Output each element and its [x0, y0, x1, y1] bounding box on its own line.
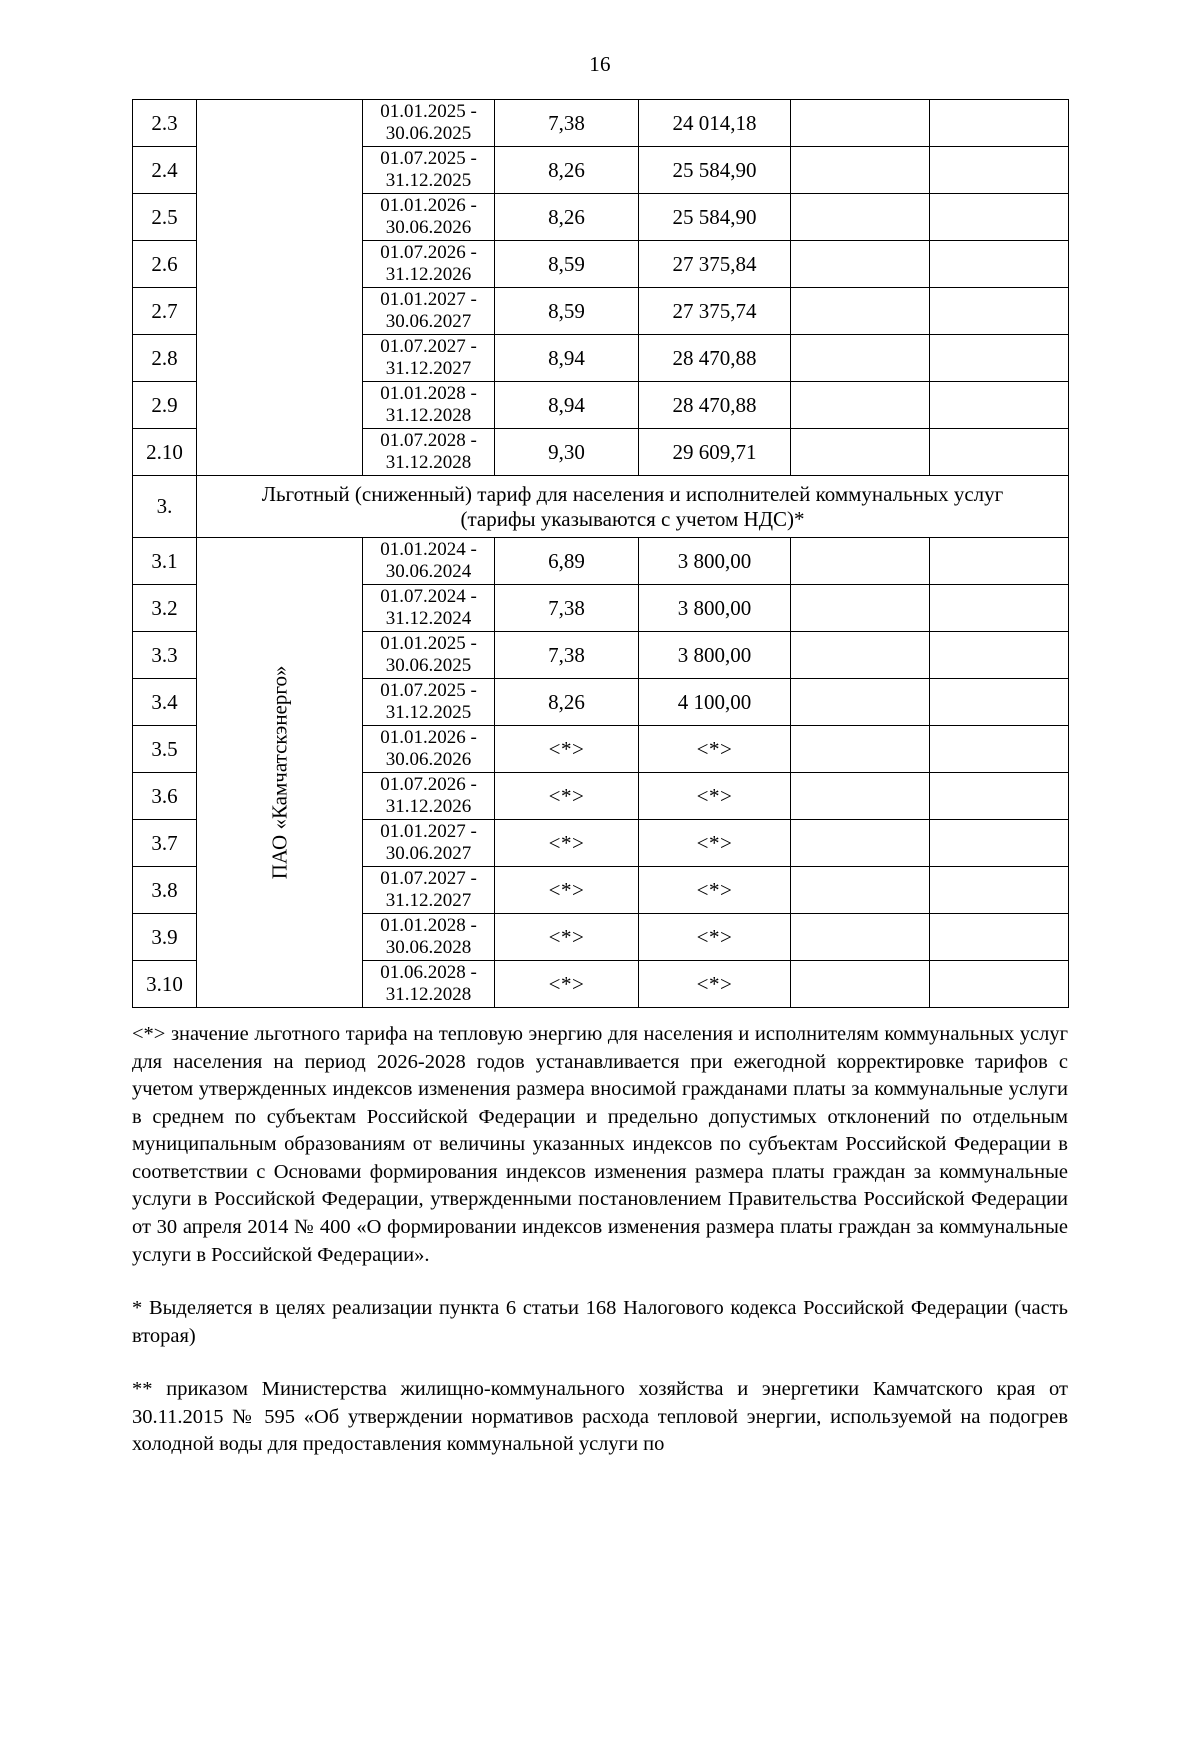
- row-number: 3.3: [133, 632, 197, 679]
- document-page: [0, 52, 1200, 1750]
- period-start: 01.07.2027 -: [380, 335, 477, 357]
- row-sum: <*>: [639, 773, 791, 820]
- row-extra2: [930, 538, 1069, 585]
- row-number: 3.8: [133, 867, 197, 914]
- row-number: 2.8: [133, 335, 197, 382]
- period-start: 01.07.2024 -: [380, 585, 477, 607]
- row-rate: 9,30: [495, 429, 639, 476]
- row-period: [363, 288, 495, 335]
- page-number: 16: [589, 52, 611, 76]
- row-sum: 27 375,84: [639, 241, 791, 288]
- row-period: [363, 382, 495, 429]
- row-extra2: [930, 100, 1069, 147]
- row-extra2: [930, 820, 1069, 867]
- row-rate: <*>: [495, 726, 639, 773]
- row-extra2: [930, 867, 1069, 914]
- tariff-table-body: [133, 100, 1069, 1008]
- row-extra1: [791, 820, 930, 867]
- row-extra1: [791, 100, 930, 147]
- period-end: 30.06.2027: [385, 843, 472, 864]
- table-row: [133, 100, 1069, 147]
- row-number: 2.6: [133, 241, 197, 288]
- period-start: 01.06.2028 -: [380, 961, 477, 983]
- row-rate: 7,38: [495, 100, 639, 147]
- row-period: [363, 100, 495, 147]
- period-start: 01.07.2025 -: [380, 679, 477, 701]
- row-sum: 3 800,00: [639, 632, 791, 679]
- row-rate: 8,59: [495, 288, 639, 335]
- period-start: 01.07.2025 -: [380, 147, 477, 169]
- row-period: [363, 773, 495, 820]
- row-sum: 25 584,90: [639, 194, 791, 241]
- row-extra1: [791, 382, 930, 429]
- row-rate: <*>: [495, 961, 639, 1008]
- period-end: 30.06.2024: [385, 561, 472, 582]
- row-extra2: [930, 726, 1069, 773]
- footnote-two-star: ** приказом Министерства жилищно-коммунального хозяйства и энергетики Камчатского края от 30.11.2015 № 595 «Об утверждении нормативов расхода тепловой энергии, используемой на подогрев холодной воды для предоставления коммунальной услуги по: [132, 1378, 1068, 1456]
- row-number: 2.7: [133, 288, 197, 335]
- period-end: 31.12.2025: [385, 702, 472, 723]
- row-number: 2.5: [133, 194, 197, 241]
- period-start: 01.01.2026 -: [380, 194, 477, 216]
- table-row: [133, 538, 1069, 585]
- organization-cell-section2: [197, 100, 363, 476]
- row-period: [363, 335, 495, 382]
- footnote-star-bracket: <*> значение льготного тарифа на тепловую энергию для населения и исполнителям коммунальных услуг для населения на период 2026-2028 годов устанавливается при ежегодной корректировке тарифов с учетом утвержденных индексов изменения размера вносимой гражданами платы за коммунальные услуги в среднем по субъектам Российской Федерации и предельно допустимых отклонений по отдельным муниципальным образованиям от величины указанных индексов по субъектам Российской Федерации в соответствии с Основами формирования индексов изменения размера платы граждан за коммунальные услуги в Российской Федерации, утвержденными постановлением Правительства Российской Федерации от 30 апреля 2014 № 400 «О формировании индексов изменения размера платы граждан за коммунальные услуги в Российской Федерации».: [132, 1023, 1068, 1266]
- row-sum: <*>: [639, 867, 791, 914]
- row-period: [363, 241, 495, 288]
- row-extra1: [791, 726, 930, 773]
- row-sum: <*>: [639, 726, 791, 773]
- period-end: 30.06.2028: [385, 937, 472, 958]
- row-number: 3.4: [133, 679, 197, 726]
- row-number: 3.2: [133, 585, 197, 632]
- row-rate: <*>: [495, 820, 639, 867]
- row-extra1: [791, 538, 930, 585]
- row-extra1: [791, 288, 930, 335]
- row-period: [363, 429, 495, 476]
- row-extra1: [791, 335, 930, 382]
- row-extra1: [791, 194, 930, 241]
- row-rate: <*>: [495, 867, 639, 914]
- row-extra2: [930, 773, 1069, 820]
- period-start: 01.01.2026 -: [380, 726, 477, 748]
- row-sum: 28 470,88: [639, 335, 791, 382]
- period-end: 31.12.2028: [385, 452, 472, 473]
- row-rate: 8,26: [495, 194, 639, 241]
- period-start: 01.01.2024 -: [380, 538, 477, 560]
- row-extra2: [930, 147, 1069, 194]
- row-number: 3.1: [133, 538, 197, 585]
- row-rate: 7,38: [495, 632, 639, 679]
- row-extra1: [791, 632, 930, 679]
- row-number: 2.4: [133, 147, 197, 194]
- row-sum: 24 014,18: [639, 100, 791, 147]
- row-period: [363, 820, 495, 867]
- period-start: 01.07.2026 -: [380, 241, 477, 263]
- row-number: 3.10: [133, 961, 197, 1008]
- period-start: 01.01.2028 -: [380, 914, 477, 936]
- row-extra2: [930, 914, 1069, 961]
- row-extra2: [930, 241, 1069, 288]
- tariff-table: [132, 99, 1069, 1008]
- period-end: 31.12.2024: [385, 608, 472, 629]
- row-period: [363, 914, 495, 961]
- row-rate: <*>: [495, 914, 639, 961]
- footnotes-container: [132, 1021, 1068, 1459]
- row-period: [363, 726, 495, 773]
- tariff-table-container: [132, 99, 1068, 1008]
- period-start: 01.01.2027 -: [380, 288, 477, 310]
- row-extra1: [791, 773, 930, 820]
- row-extra1: [791, 241, 930, 288]
- period-end: 31.12.2027: [385, 890, 472, 911]
- section-title: [197, 476, 1069, 538]
- period-end: 30.06.2025: [385, 123, 472, 144]
- row-extra1: [791, 585, 930, 632]
- period-start: 01.01.2025 -: [380, 100, 477, 122]
- period-start: 01.01.2027 -: [380, 820, 477, 842]
- row-sum: <*>: [639, 961, 791, 1008]
- row-rate: <*>: [495, 773, 639, 820]
- period-end: 31.12.2028: [385, 405, 472, 426]
- row-number: 2.3: [133, 100, 197, 147]
- row-extra2: [930, 961, 1069, 1008]
- row-rate: 6,89: [495, 538, 639, 585]
- row-period: [363, 867, 495, 914]
- row-sum: 28 470,88: [639, 382, 791, 429]
- row-sum: <*>: [639, 820, 791, 867]
- row-rate: 8,94: [495, 382, 639, 429]
- period-start: 01.01.2028 -: [380, 382, 477, 404]
- row-number: 3.6: [133, 773, 197, 820]
- period-end: 31.12.2026: [385, 796, 472, 817]
- organization-label: ПАО «Камчатскэнерго»: [267, 665, 292, 880]
- section-heading-row: [133, 476, 1069, 538]
- row-period: [363, 679, 495, 726]
- row-number: 3.5: [133, 726, 197, 773]
- organization-label-holder: [197, 665, 362, 880]
- period-end: 31.12.2027: [385, 358, 472, 379]
- period-start: 01.07.2027 -: [380, 867, 477, 889]
- period-end: 30.06.2027: [385, 311, 472, 332]
- section-title-line2: (тарифы указываются с учетом НДС)*: [460, 506, 805, 531]
- period-end: 31.12.2028: [385, 984, 472, 1005]
- row-rate: 8,26: [495, 147, 639, 194]
- row-extra2: [930, 632, 1069, 679]
- row-sum: 3 800,00: [639, 585, 791, 632]
- period-end: 30.06.2026: [385, 217, 472, 238]
- row-period: [363, 585, 495, 632]
- row-sum: 29 609,71: [639, 429, 791, 476]
- organization-cell-section3: [197, 538, 363, 1008]
- row-sum: 3 800,00: [639, 538, 791, 585]
- row-extra2: [930, 429, 1069, 476]
- row-period: [363, 538, 495, 585]
- row-rate: 8,94: [495, 335, 639, 382]
- row-sum: 4 100,00: [639, 679, 791, 726]
- period-start: 01.07.2026 -: [380, 773, 477, 795]
- row-period: [363, 961, 495, 1008]
- row-sum: <*>: [639, 914, 791, 961]
- row-extra2: [930, 335, 1069, 382]
- row-rate: 8,26: [495, 679, 639, 726]
- row-extra1: [791, 429, 930, 476]
- period-start: 01.01.2025 -: [380, 632, 477, 654]
- row-sum: 27 375,74: [639, 288, 791, 335]
- section-number: 3.: [133, 476, 197, 538]
- row-rate: 8,59: [495, 241, 639, 288]
- row-extra1: [791, 147, 930, 194]
- row-extra1: [791, 679, 930, 726]
- row-number: 2.9: [133, 382, 197, 429]
- section-title-line1: Льготный (сниженный) тариф для населения и исполнителей коммунальных услуг: [261, 481, 1004, 506]
- period-end: 31.12.2026: [385, 264, 472, 285]
- period-end: 31.12.2025: [385, 170, 472, 191]
- row-extra1: [791, 961, 930, 1008]
- row-extra1: [791, 914, 930, 961]
- row-number: 3.7: [133, 820, 197, 867]
- row-number: 3.9: [133, 914, 197, 961]
- row-extra2: [930, 194, 1069, 241]
- period-start: 01.07.2028 -: [380, 429, 477, 451]
- row-period: [363, 147, 495, 194]
- row-rate: 7,38: [495, 585, 639, 632]
- row-extra2: [930, 382, 1069, 429]
- footnote-one-star: * Выделяется в целях реализации пункта 6 статьи 168 Налогового кодекса Российской Федерации (часть вторая): [132, 1297, 1068, 1347]
- row-sum: 25 584,90: [639, 147, 791, 194]
- period-end: 30.06.2025: [385, 655, 472, 676]
- row-extra2: [930, 288, 1069, 335]
- row-extra2: [930, 585, 1069, 632]
- row-number: 2.10: [133, 429, 197, 476]
- row-period: [363, 632, 495, 679]
- period-end: 30.06.2026: [385, 749, 472, 770]
- row-extra2: [930, 679, 1069, 726]
- row-period: [363, 194, 495, 241]
- row-extra1: [791, 867, 930, 914]
